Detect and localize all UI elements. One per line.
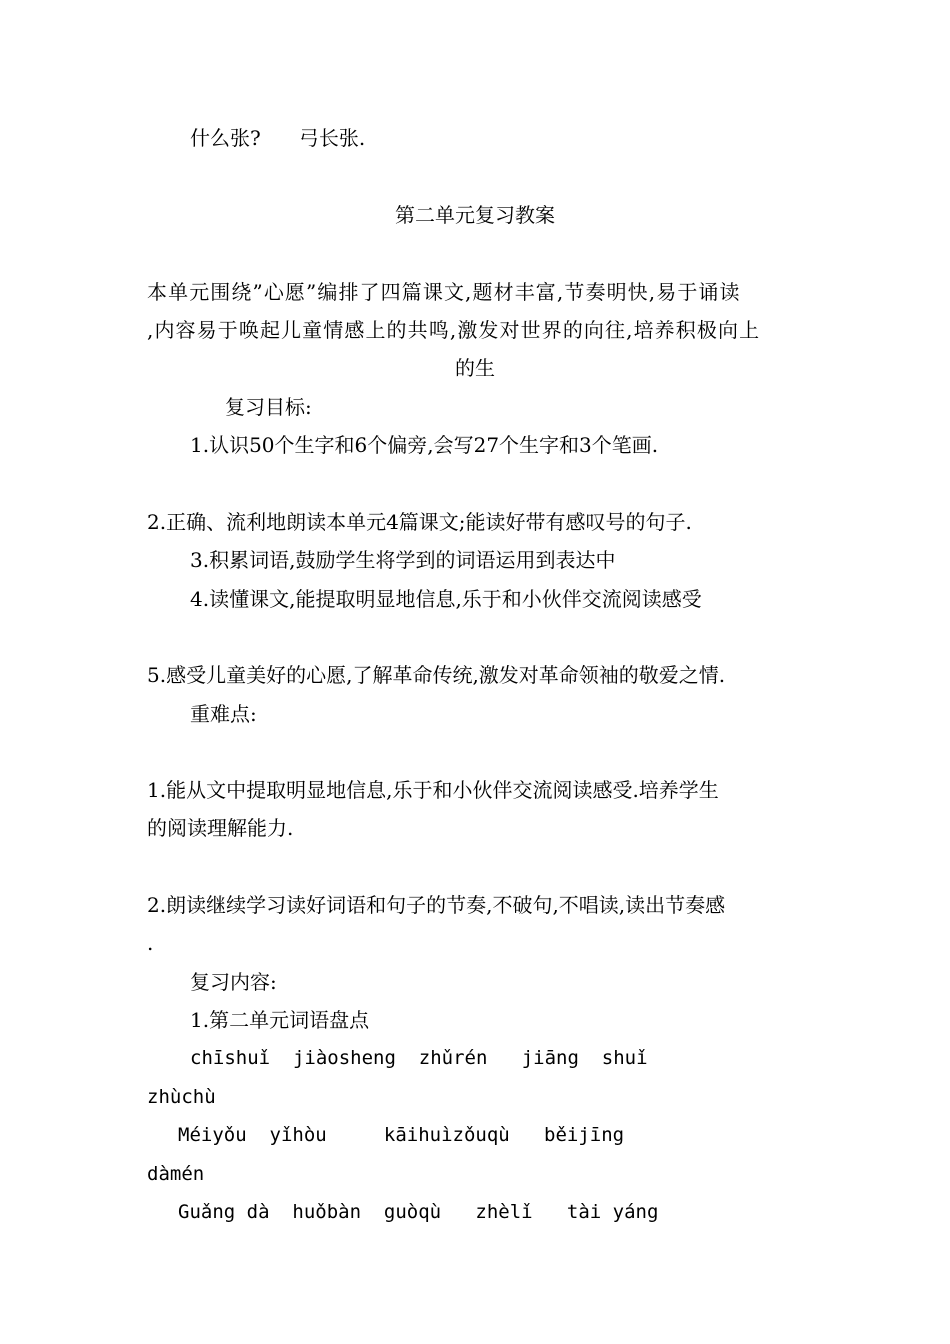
pinyin-line-3: Méiyǒu yǐhòu kāihuìzǒuqù běijīng	[178, 1124, 625, 1146]
goal-4: 4.读懂课文,能提取明显地信息,乐于和小伙伴交流阅读感受	[190, 587, 702, 611]
key-2-line-2: .	[147, 931, 154, 955]
content-heading: 复习内容:	[190, 970, 277, 994]
doc-title: 第二单元复习教案	[395, 203, 555, 227]
pinyin-line-5: Guǎng dà huǒbàn guòqù zhèlǐ tài yáng	[178, 1201, 659, 1223]
pinyin-line-4: dàmén	[147, 1163, 205, 1185]
key-2-line-1: 2.朗读继续学习读好词语和句子的节奏,不破句,不唱读,读出节奏感	[147, 893, 726, 917]
content-item-1: 1.第二单元词语盘点	[190, 1008, 370, 1032]
key-1-line-1: 1.能从文中提取明显地信息,乐于和小伙伴交流阅读感受.培养学生	[147, 778, 719, 802]
key-heading: 重难点:	[190, 702, 257, 726]
goal-5: 5.感受儿童美好的心愿,了解革命传统,激发对革命领袖的敬爱之情.	[147, 663, 726, 687]
goal-2: 2.正确、流利地朗读本单元4篇课文;能读好带有感叹号的句子.	[147, 510, 692, 534]
intro-line-3: 的生	[455, 356, 495, 380]
key-1-line-2: 的阅读理解能力.	[147, 816, 294, 840]
intro-line-2: ,内容易于唤起儿童情感上的共鸣,激发对世界的向往,培养积极向上	[147, 318, 761, 342]
goals-heading: 复习目标:	[225, 395, 312, 419]
goal-3: 3.积累词语,鼓励学生将学到的词语运用到表达中	[190, 548, 616, 572]
pinyin-line-2: zhùchù	[147, 1086, 216, 1108]
intro-line-1: 本单元围绕”心愿”编排了四篇课文,题材丰富,节奏明快,易于诵读	[147, 280, 741, 304]
pinyin-line-1: chīshuǐ jiàosheng zhǔrén jiāng shuǐ	[190, 1047, 648, 1069]
goal-1: 1.认识50个生字和6个偏旁,会写27个生字和3个笔画.	[190, 433, 659, 457]
line-question: 什么张? 弓长张.	[190, 126, 366, 150]
